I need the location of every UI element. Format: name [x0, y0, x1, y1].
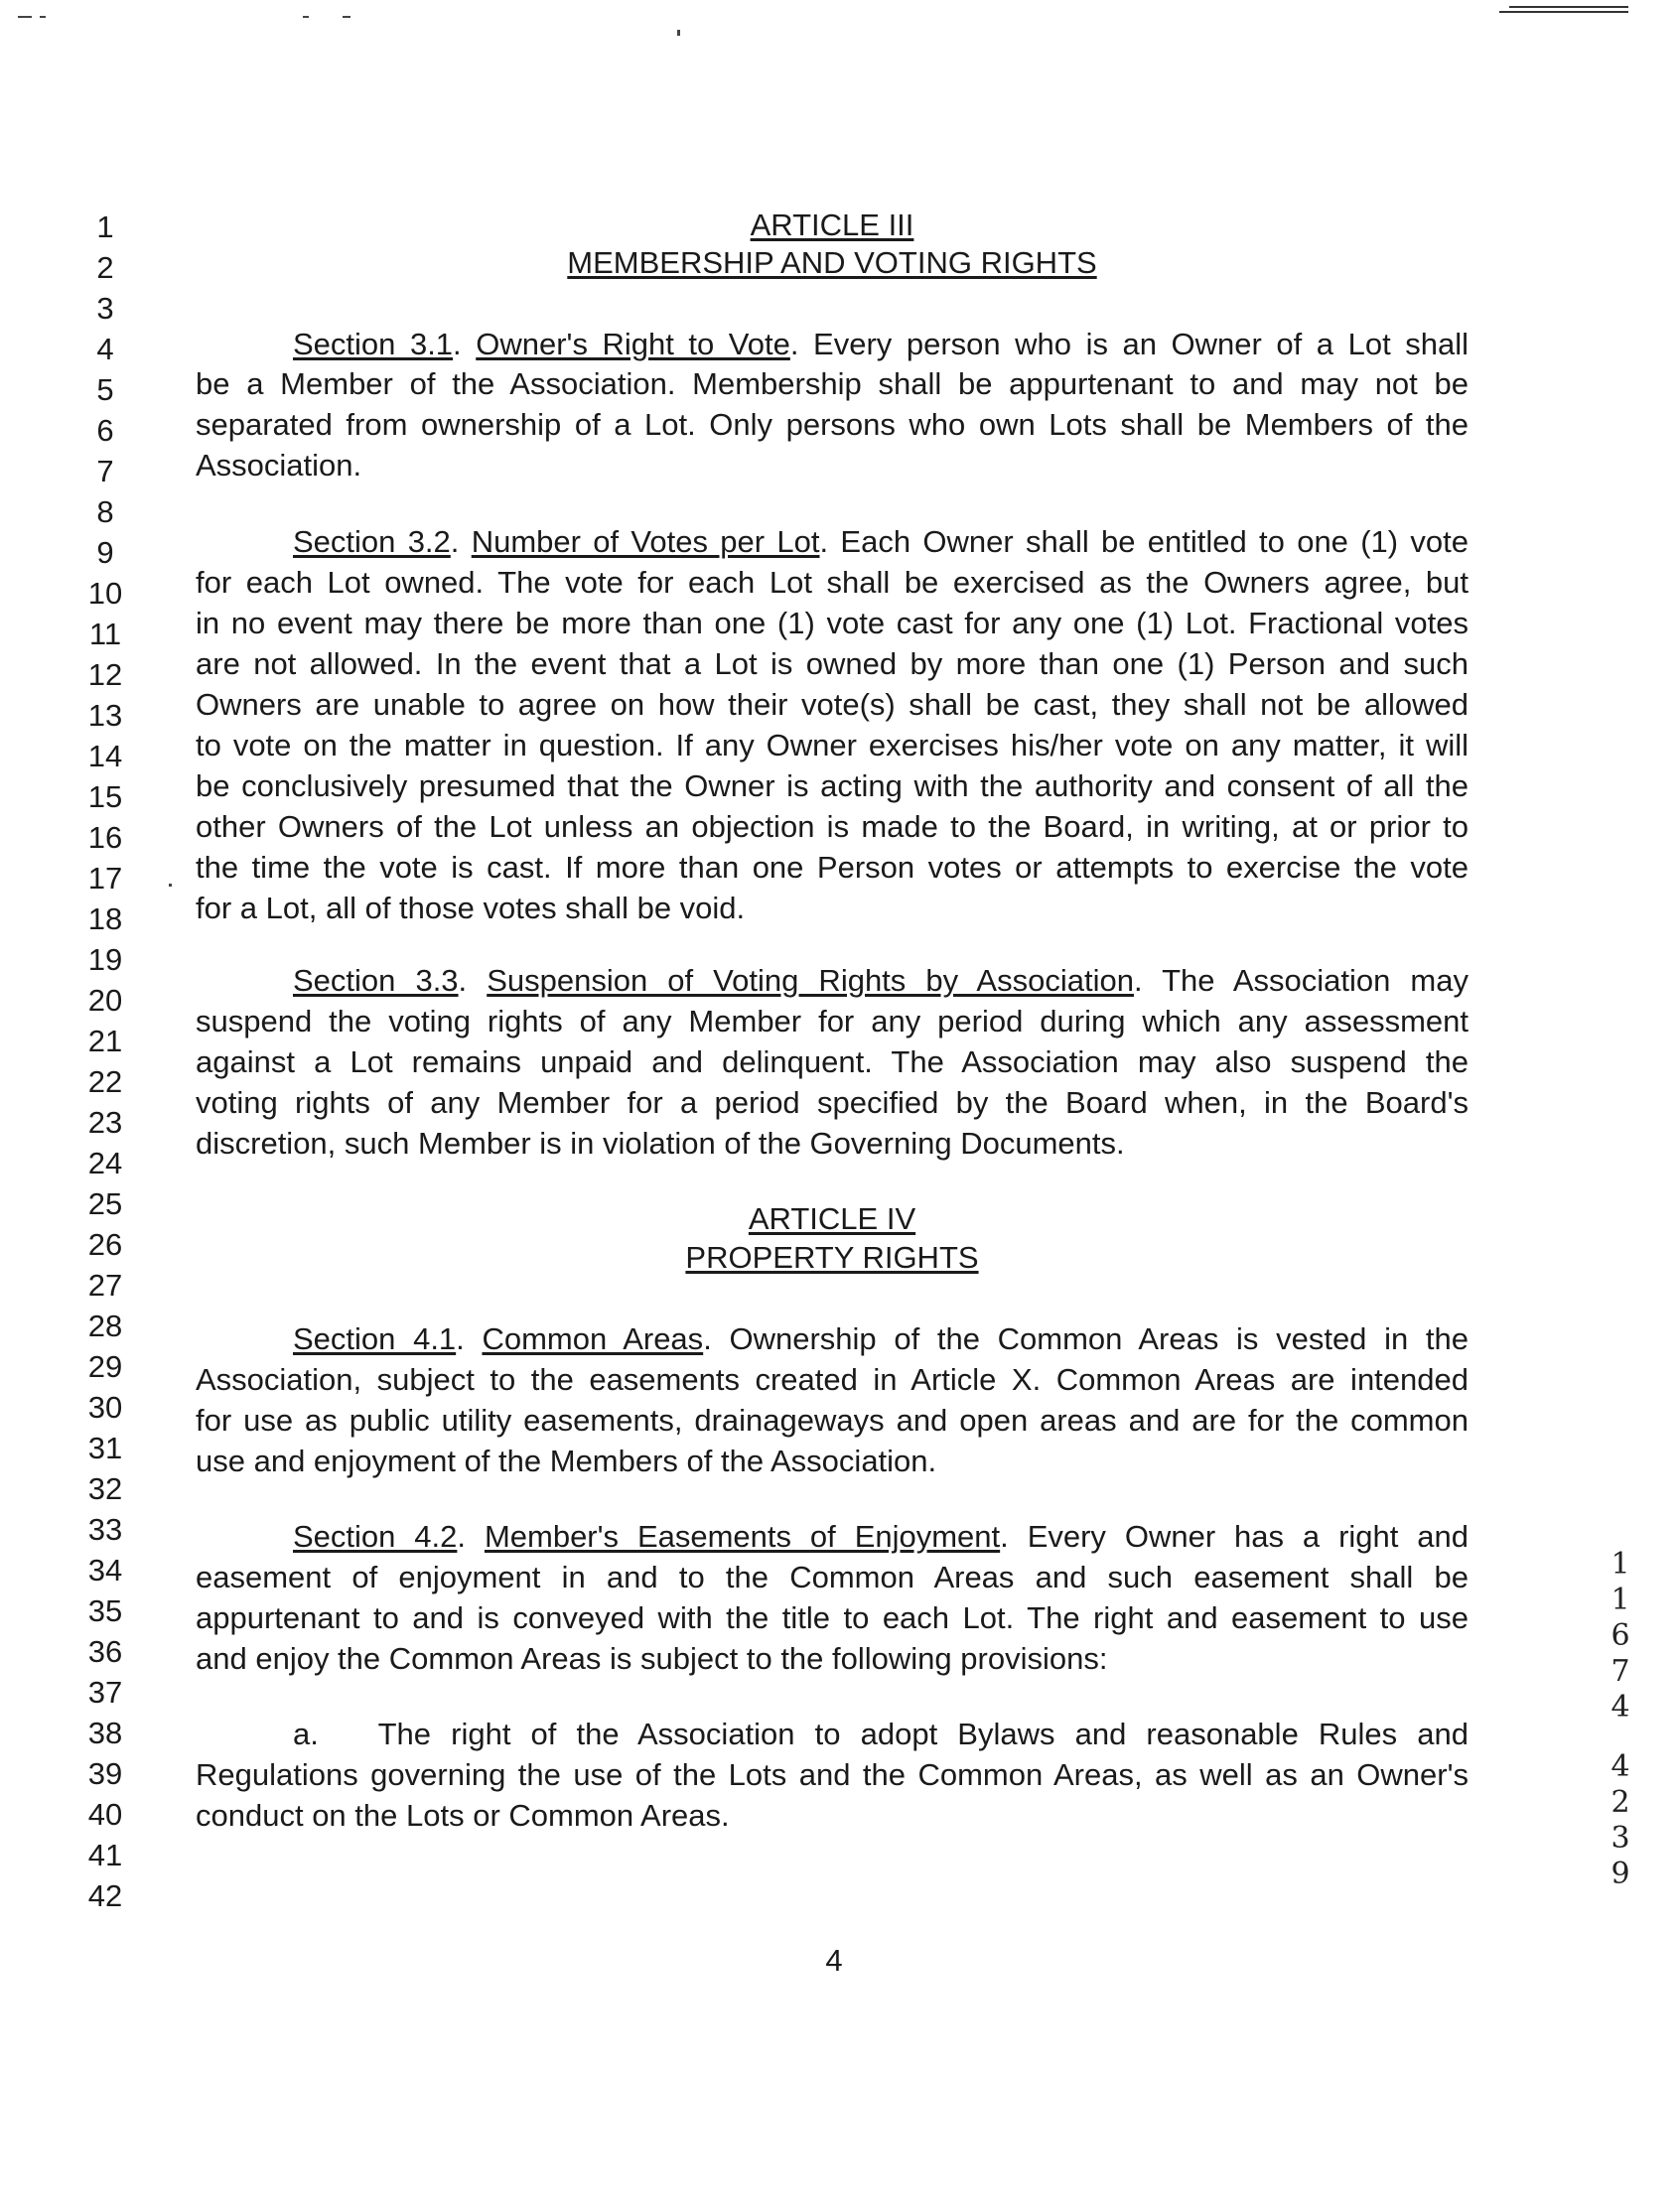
line-number: 12 — [87, 657, 123, 692]
line-number: 21 — [87, 1024, 123, 1058]
section-4-1-heading: Common Areas — [482, 1321, 704, 1356]
section-3-3-heading: Suspension of Voting Rights by Association — [487, 963, 1134, 998]
stamp-digit: 9 — [1610, 1857, 1630, 1891]
line-number: 27 — [87, 1268, 123, 1303]
section-3-1-first-line: Section 3.1. Owner's Right to Vote. Every person who is an Owner of a Lot shall — [293, 327, 1469, 361]
stamp-digit: 2 — [1610, 1785, 1630, 1820]
item-a-first-line — [293, 1715, 1469, 1754]
section-3-2-text: in no event may there be more than one (1) vote cast for any one (1) Lot. Fractional votes — [196, 606, 1469, 640]
section-3-1-text: separated from ownership of a Lot. Only persons who own Lots shall be Members of the — [196, 407, 1469, 442]
line-number: 37 — [87, 1675, 123, 1710]
article-4-subtitle: PROPERTY RIGHTS — [685, 1240, 979, 1275]
section-3-3-text: discretion, such Member is in violation of the Governing Documents. — [196, 1126, 1125, 1161]
line-number: 10 — [87, 576, 123, 611]
line-number: 42 — [87, 1878, 123, 1913]
item-a-text: conduct on the Lots or Common Areas. — [196, 1798, 730, 1833]
section-4-1-first-line: Section 4.1. Common Areas. Ownership of the Common Areas is vested in the — [293, 1321, 1469, 1356]
line-number: 24 — [87, 1146, 123, 1180]
line-number: 17 — [87, 861, 123, 896]
scan-speck — [677, 30, 680, 36]
article-3-subtitle: MEMBERSHIP AND VOTING RIGHTS — [567, 245, 1097, 280]
line-number: 9 — [96, 535, 114, 570]
line-number: 8 — [96, 494, 114, 529]
section-4-1-text: use and enjoyment of the Members of the Association. — [196, 1444, 937, 1478]
section-3-2-text: for a Lot, all of those votes shall be void. — [196, 891, 746, 925]
line-number: 38 — [87, 1716, 123, 1750]
scan-speck — [40, 16, 46, 18]
line-number: 3 — [96, 291, 114, 326]
line-number: 40 — [87, 1797, 123, 1832]
line-number: 18 — [87, 901, 123, 936]
section-3-1-text: Every person who is an Owner of a Lot shall — [813, 327, 1469, 361]
scan-speck — [18, 16, 32, 18]
line-number: 35 — [87, 1593, 123, 1628]
section-3-2-text: other Owners of the Lot unless an objection is made to the Board, in writing, at or prior to — [196, 809, 1469, 844]
line-number: 16 — [87, 820, 123, 855]
line-number: 19 — [87, 942, 123, 977]
recording-stamp — [1601, 1547, 1640, 1892]
section-3-3-number: Section 3.3 — [293, 963, 459, 998]
stamp-digit: 4 — [1610, 1749, 1630, 1784]
line-number: 14 — [87, 739, 123, 773]
scan-speck — [169, 884, 172, 887]
line-number: 11 — [88, 617, 122, 651]
section-4-2-text: Every Owner has a right and — [1027, 1519, 1470, 1554]
line-number: 32 — [87, 1471, 123, 1506]
line-number: 41 — [87, 1838, 123, 1872]
line-number: 25 — [87, 1186, 123, 1221]
scan-edge-mark — [1499, 11, 1628, 13]
stamp-digit: 7 — [1610, 1654, 1630, 1689]
line-number: 4 — [96, 332, 114, 366]
stamp-digit: 1 — [1610, 1547, 1630, 1582]
section-3-2-first-line: Section 3.2. Number of Votes per Lot. Each Owner shall be entitled to one (1) vote — [293, 524, 1470, 559]
section-3-2-text: Owners are unable to agree on how their vote(s) shall be cast, they shall not be allowed — [196, 687, 1469, 722]
section-4-1-number: Section 4.1 — [293, 1321, 457, 1356]
section-4-1-text: Association, subject to the easements created in Article X. Common Areas are intended — [196, 1362, 1469, 1397]
stamp-digit: 3 — [1610, 1821, 1630, 1856]
line-number: 20 — [87, 983, 123, 1018]
scan-speck — [303, 16, 309, 18]
section-4-2-number: Section 4.2 — [293, 1519, 458, 1554]
section-3-2-text: Each Owner shall be entitled to one (1) vote — [840, 524, 1470, 559]
section-3-2-text: the time the vote is cast. If more than one Person votes or attempts to exercise the vote — [196, 850, 1469, 885]
section-3-3-text: suspend the voting rights of any Member for any period during which any assessment — [196, 1004, 1469, 1038]
line-number: 29 — [87, 1349, 123, 1384]
line-number: 15 — [87, 779, 123, 814]
section-3-3-text: against a Lot remains unpaid and delinquent. The Association may also suspend the — [196, 1044, 1469, 1079]
line-number: 5 — [96, 372, 114, 407]
stamp-gap — [1601, 1726, 1640, 1749]
section-3-2-text: to vote on the matter in question. If any Owner exercises his/her vote on any matter, it will — [196, 728, 1469, 762]
section-4-2-heading: Member's Easements of Enjoyment — [484, 1519, 1001, 1554]
line-number: 30 — [87, 1390, 123, 1425]
stamp-digit: 6 — [1610, 1618, 1630, 1653]
section-4-1-text: for use as public utility easements, drainageways and open areas and are for the common — [196, 1403, 1469, 1438]
section-3-1-text: be a Member of the Association. Membership shall be appurtenant to and may not be — [196, 366, 1469, 401]
section-3-3-first-line: Section 3.3. Suspension of Voting Rights by Association. The Association may — [293, 963, 1469, 998]
section-3-2-text: are not allowed. In the event that a Lot is owned by more than one (1) Person and such — [196, 646, 1469, 681]
scan-edge-mark — [1509, 6, 1628, 8]
section-4-2-text: appurtenant to and is conveyed with the title to each Lot. The right and easement to use — [196, 1600, 1469, 1635]
line-number: 2 — [96, 250, 114, 285]
stamp-digit: 4 — [1610, 1690, 1630, 1725]
section-3-3-text: voting rights of any Member for a period specified by the Board when, in the Board's — [196, 1085, 1469, 1120]
section-4-1-text: Ownership of the Common Areas is vested in the — [729, 1321, 1469, 1356]
line-number: 6 — [96, 413, 114, 448]
line-number: 31 — [87, 1431, 123, 1465]
line-number: 39 — [87, 1756, 123, 1791]
section-4-2-text: and enjoy the Common Areas is subject to the following provisions: — [196, 1641, 1108, 1676]
line-number: 1 — [96, 209, 114, 244]
item-a-text: The right of the Association to adopt Bylaws and reasonable Rules and — [377, 1717, 1469, 1751]
line-number: 7 — [96, 454, 114, 488]
section-3-2-number: Section 3.2 — [293, 524, 451, 559]
line-number: 28 — [87, 1309, 123, 1343]
line-number: 23 — [87, 1105, 123, 1140]
line-number: 33 — [87, 1512, 123, 1547]
page-number: 4 — [825, 1943, 843, 1978]
section-3-2-text: for each Lot owned. The vote for each Lot shall be exercised as the Owners agree, but — [196, 565, 1469, 600]
stamp-digit: 1 — [1610, 1583, 1630, 1617]
item-a-text: Regulations governing the use of the Lots and the Common Areas, as well as an Owner's — [196, 1757, 1469, 1792]
section-4-2-first-line: Section 4.2. Member's Easements of Enjoyment. Every Owner has a right and — [293, 1519, 1470, 1554]
line-number: 34 — [87, 1553, 123, 1588]
scan-speck — [343, 16, 350, 18]
section-3-3-text: The Association may — [1162, 963, 1469, 998]
line-number: 36 — [87, 1634, 123, 1669]
section-3-2-text: be conclusively presumed that the Owner is acting with the authority and consent of all the — [196, 768, 1469, 803]
article-4-title: ARTICLE IV — [748, 1201, 916, 1236]
item-a-marker: a. — [293, 1717, 319, 1751]
section-3-2-heading: Number of Votes per Lot — [471, 524, 820, 559]
section-4-2-text: easement of enjoyment in and to the Common Areas and such easement shall be — [196, 1560, 1469, 1594]
line-number: 26 — [87, 1227, 123, 1262]
section-3-1-text: Association. — [196, 448, 362, 483]
article-3-title: ARTICLE III — [750, 207, 914, 242]
line-number: 22 — [87, 1064, 123, 1099]
section-3-1-heading: Owner's Right to Vote — [476, 327, 790, 361]
section-3-1-number: Section 3.1 — [293, 327, 454, 361]
line-number: 13 — [87, 698, 123, 733]
